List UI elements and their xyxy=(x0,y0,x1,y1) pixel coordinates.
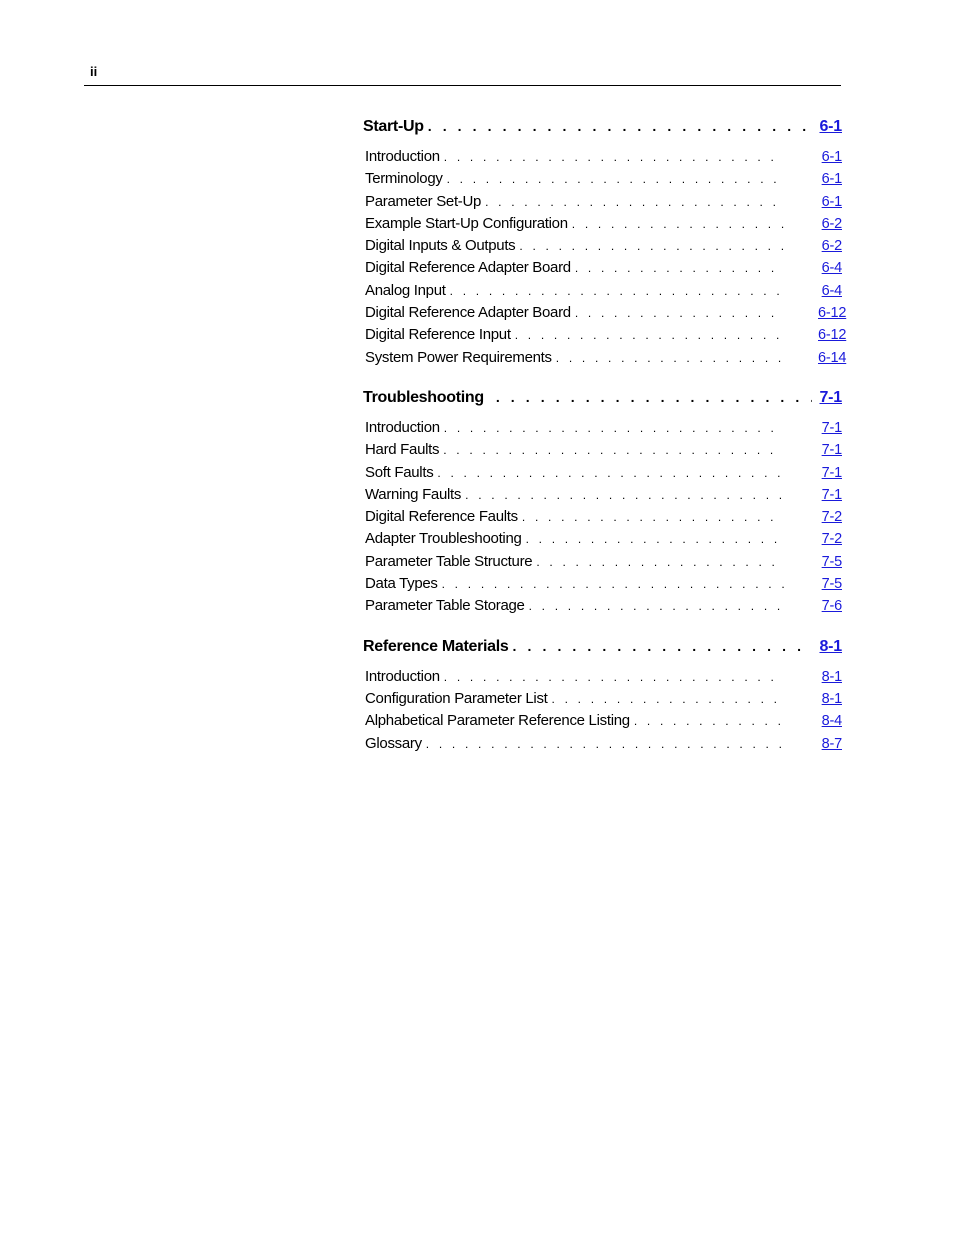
entry-page-link[interactable]: 6-2 xyxy=(821,215,842,232)
dot-leader xyxy=(575,261,784,275)
toc-entry xyxy=(363,215,842,237)
entry-label: Warning Faults xyxy=(365,485,462,503)
toc-section-reference-materials xyxy=(363,638,842,757)
toc-entry xyxy=(363,486,842,508)
entry-label: Parameter Set-Up xyxy=(365,192,482,210)
entry-page-link[interactable]: 7-5 xyxy=(821,576,842,593)
dot-leader xyxy=(526,532,784,546)
entry-page-link[interactable]: 7-1 xyxy=(821,464,842,481)
entry-page-link[interactable]: 8-7 xyxy=(821,735,842,752)
entry-page-link[interactable]: 8-4 xyxy=(821,713,842,730)
entry-page-link[interactable]: 7-6 xyxy=(821,598,842,615)
dot-leader xyxy=(572,217,784,231)
toc-entry xyxy=(363,304,847,326)
toc-entry xyxy=(363,690,842,712)
entry-label: Digital Reference Input xyxy=(365,326,511,344)
toc-section-start-up xyxy=(363,118,847,371)
section-items xyxy=(363,148,847,371)
dot-leader xyxy=(556,351,784,365)
toc-section-troubleshooting xyxy=(363,389,842,620)
entry-label: Digital Reference Adapter Board xyxy=(365,304,571,322)
toc-entry xyxy=(363,326,847,348)
toc-entry xyxy=(363,170,842,192)
section-page-link[interactable]: 7-1 xyxy=(819,388,842,406)
header-rule xyxy=(84,85,841,86)
dot-leader xyxy=(437,466,784,480)
dot-leader xyxy=(519,239,784,253)
entry-label: Soft Faults xyxy=(365,463,434,481)
entry-page-link[interactable]: 7-5 xyxy=(821,553,842,570)
dot-leader xyxy=(465,488,784,502)
toc-entry xyxy=(363,259,842,281)
dot-leader xyxy=(515,328,784,342)
entry-page-link[interactable]: 6-1 xyxy=(821,193,842,210)
dot-leader xyxy=(529,599,784,613)
dot-leader xyxy=(496,389,812,405)
entry-label: System Power Requirements xyxy=(365,348,552,366)
dot-leader xyxy=(443,443,784,457)
section-heading xyxy=(363,389,842,417)
entry-label: Configuration Parameter List xyxy=(365,689,548,707)
entry-label: Analog Input xyxy=(365,281,446,299)
section-title: Troubleshooting xyxy=(363,388,484,406)
toc-entry xyxy=(363,237,842,259)
toc-entry xyxy=(363,597,842,619)
entry-label: Parameter Table Structure xyxy=(365,552,533,570)
dot-leader xyxy=(522,510,784,524)
dot-leader xyxy=(444,670,784,684)
entry-page-link[interactable]: 6-4 xyxy=(821,282,842,299)
entry-page-link[interactable]: 8-1 xyxy=(821,690,842,707)
toc-entry xyxy=(363,735,842,757)
section-items xyxy=(363,668,842,757)
section-title: Start-Up xyxy=(363,118,424,135)
entry-label: Introduction xyxy=(365,418,440,436)
section-page-link[interactable]: 6-1 xyxy=(819,118,842,135)
entry-label: Introduction xyxy=(365,148,440,165)
entry-page-link[interactable]: 8-1 xyxy=(821,668,842,685)
toc-entry xyxy=(363,441,842,463)
toc-entry xyxy=(363,575,842,597)
dot-leader xyxy=(428,118,812,134)
entry-label: Terminology xyxy=(365,170,443,188)
dot-leader xyxy=(485,195,784,209)
section-heading xyxy=(363,118,842,146)
entry-page-link[interactable]: 7-2 xyxy=(821,509,842,526)
entry-page-link[interactable]: 7-1 xyxy=(821,486,842,503)
entry-label: Data Types xyxy=(365,575,438,593)
entry-label: Introduction xyxy=(365,667,440,685)
section-title: Reference Materials xyxy=(363,637,509,655)
entry-page-link[interactable]: 7-1 xyxy=(821,419,842,436)
entry-label: Digital Inputs & Outputs xyxy=(365,237,516,255)
dot-leader xyxy=(426,737,784,751)
toc-entry xyxy=(363,348,847,371)
entry-label: Parameter Table Storage xyxy=(365,597,525,615)
dot-leader xyxy=(552,692,784,706)
entry-label: Adapter Troubleshooting xyxy=(365,530,522,548)
toc-entry xyxy=(363,508,842,530)
entry-page-link[interactable]: 6-1 xyxy=(821,149,842,165)
toc-entry xyxy=(363,530,842,552)
dot-leader xyxy=(634,714,784,728)
entry-label: Glossary xyxy=(365,734,422,752)
dot-leader xyxy=(575,306,784,320)
table-of-contents xyxy=(363,118,847,775)
dot-leader xyxy=(513,638,813,654)
entry-label: Alphabetical Parameter Reference Listing xyxy=(365,712,630,730)
dot-leader xyxy=(447,172,784,186)
toc-entry xyxy=(363,193,842,215)
entry-page-link[interactable]: 6-1 xyxy=(821,171,842,188)
toc-entry xyxy=(363,464,842,486)
entry-page-link[interactable]: 6-14 xyxy=(818,349,847,366)
entry-label: Digital Reference Adapter Board xyxy=(365,259,571,277)
dot-leader xyxy=(536,555,784,569)
entry-label: Example Start-Up Configuration xyxy=(365,214,568,232)
dot-leader xyxy=(444,421,784,435)
toc-entry xyxy=(363,419,842,441)
entry-page-link[interactable]: 6-12 xyxy=(818,305,847,322)
toc-entry xyxy=(363,712,842,734)
entry-page-link[interactable]: 7-2 xyxy=(821,531,842,548)
toc-entry xyxy=(363,553,842,575)
entry-page-link[interactable]: 6-4 xyxy=(821,260,842,277)
toc-entry xyxy=(363,282,842,304)
dot-leader xyxy=(444,150,784,164)
entry-label: Hard Faults xyxy=(365,441,440,459)
toc-entry xyxy=(363,148,842,170)
entry-page-link[interactable]: 7-1 xyxy=(821,442,842,459)
dot-leader xyxy=(450,284,784,298)
page-number: ii xyxy=(90,64,98,79)
section-page-link[interactable]: 8-1 xyxy=(819,637,842,655)
entry-page-link[interactable]: 6-2 xyxy=(821,238,842,255)
toc-entry xyxy=(363,668,842,690)
entry-label: Digital Reference Faults xyxy=(365,508,518,526)
entry-page-link[interactable]: 6-12 xyxy=(818,327,847,344)
dot-leader xyxy=(442,577,784,591)
section-items xyxy=(363,419,842,620)
section-heading xyxy=(363,638,842,666)
